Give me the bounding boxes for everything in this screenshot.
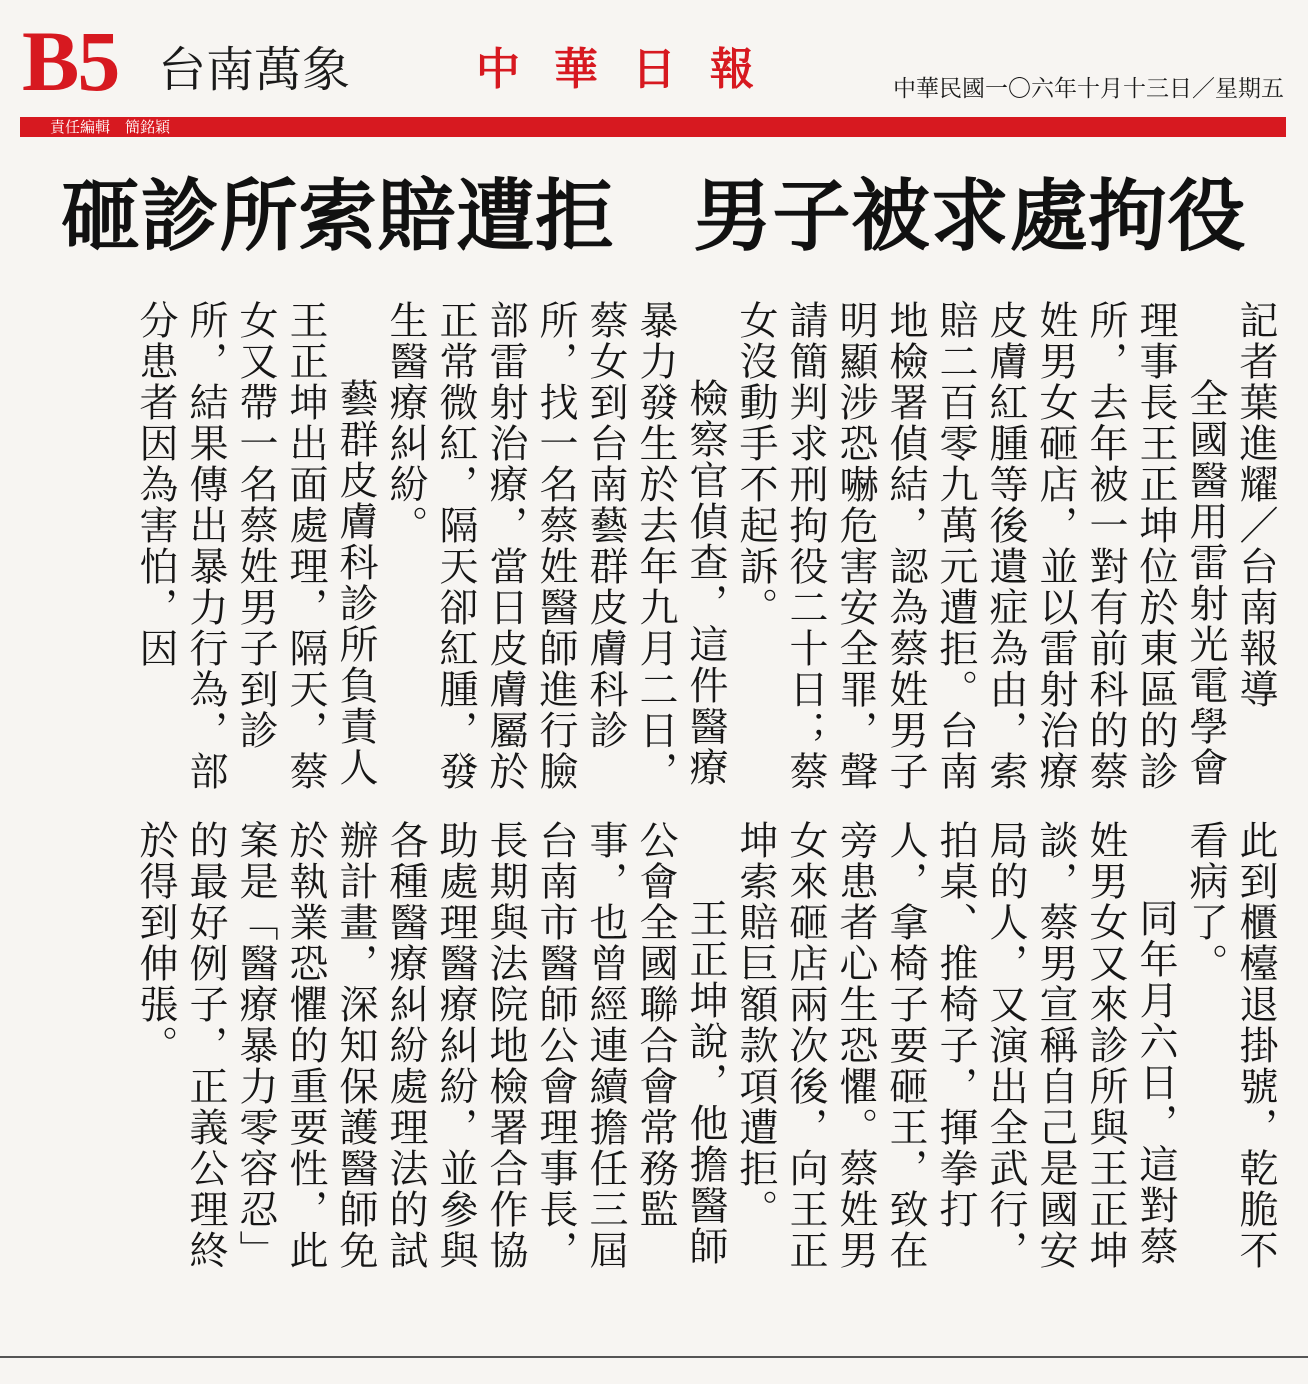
article-paragraph: 檢察官偵查，這件醫療暴力發生於去年九月二日，蔡女到台南藝群皮膚科診所，找一名蔡姓醫師進行臉部雷射治療，當日皮膚屬於正常微紅，隔天卻紅腫，發生醫療糾紛。 [383, 300, 728, 792]
headline: 砸診所索賠遭拒 男子被求處拘役 [61, 172, 1247, 262]
section-title: 台南萬象 [158, 42, 351, 98]
bottom-rule [0, 1356, 1308, 1358]
article-upper-block [130, 300, 1280, 800]
article-paragraph: 藝群皮膚科診所負責人王正坤出面處理，隔天，蔡女又帶一名蔡姓男子到診所，結果傳出暴力行為，部分患者因為害怕，因 [133, 300, 378, 792]
article-paragraph: 全國醫用雷射光電學會理事長王正坤位於東區的診所，去年被一對有前科的蔡姓男女砸店，並以雷射治療皮膚紅腫等後遺症為由，索賠二百零九萬元遭拒。台南地檢署偵結，認為蔡姓男子明顯涉恐嚇危害安全罪，聲請簡判求刑拘役二十日；蔡女沒動手不起訴。 [733, 300, 1228, 792]
article-paragraph: 王正坤說，他擔醫師公會全國聯合會常務監事，也曾經連續擔任三屆台南市醫師公會理事長，長期與法院地檢署合作協助處理醫療糾紛，並參與各種醫療糾紛處理法的試辦計畫，深知保護醫師免於執業恐懼的重要性，此案是「醫療暴力零容忍」的最好例子，正義公理終於得到伸張。 [133, 820, 728, 1271]
masthead [0, 0, 1308, 145]
editor-credit: 責任編輯 簡銘穎 [50, 118, 171, 136]
article-paragraph: 同年月六日，這對蔡姓男女又來診所與王正坤談，蔡男宣稱自己是國安局的人，又演出全武行，拍桌、推椅子，揮拳打人，拿椅子要砸王，致在旁患者心生恐懼。蔡姓男女來砸店兩次後，向王正坤索賠巨額款項遭拒。 [733, 820, 1178, 1271]
publication-date: 中華民國一〇六年十月十三日／星期五 [893, 76, 1284, 102]
article-paragraph: 此到櫃檯退掛號，乾脆不看病了。 [1183, 820, 1278, 1271]
editor-bar [20, 117, 1286, 137]
byline: 記者葉進耀／台南報導 [1233, 300, 1278, 710]
article-lower-block [130, 820, 1280, 1300]
article-body-lower [30, 820, 1280, 1340]
newspaper-name: 中華日報 [476, 44, 788, 95]
page-number: B5 [22, 13, 119, 109]
